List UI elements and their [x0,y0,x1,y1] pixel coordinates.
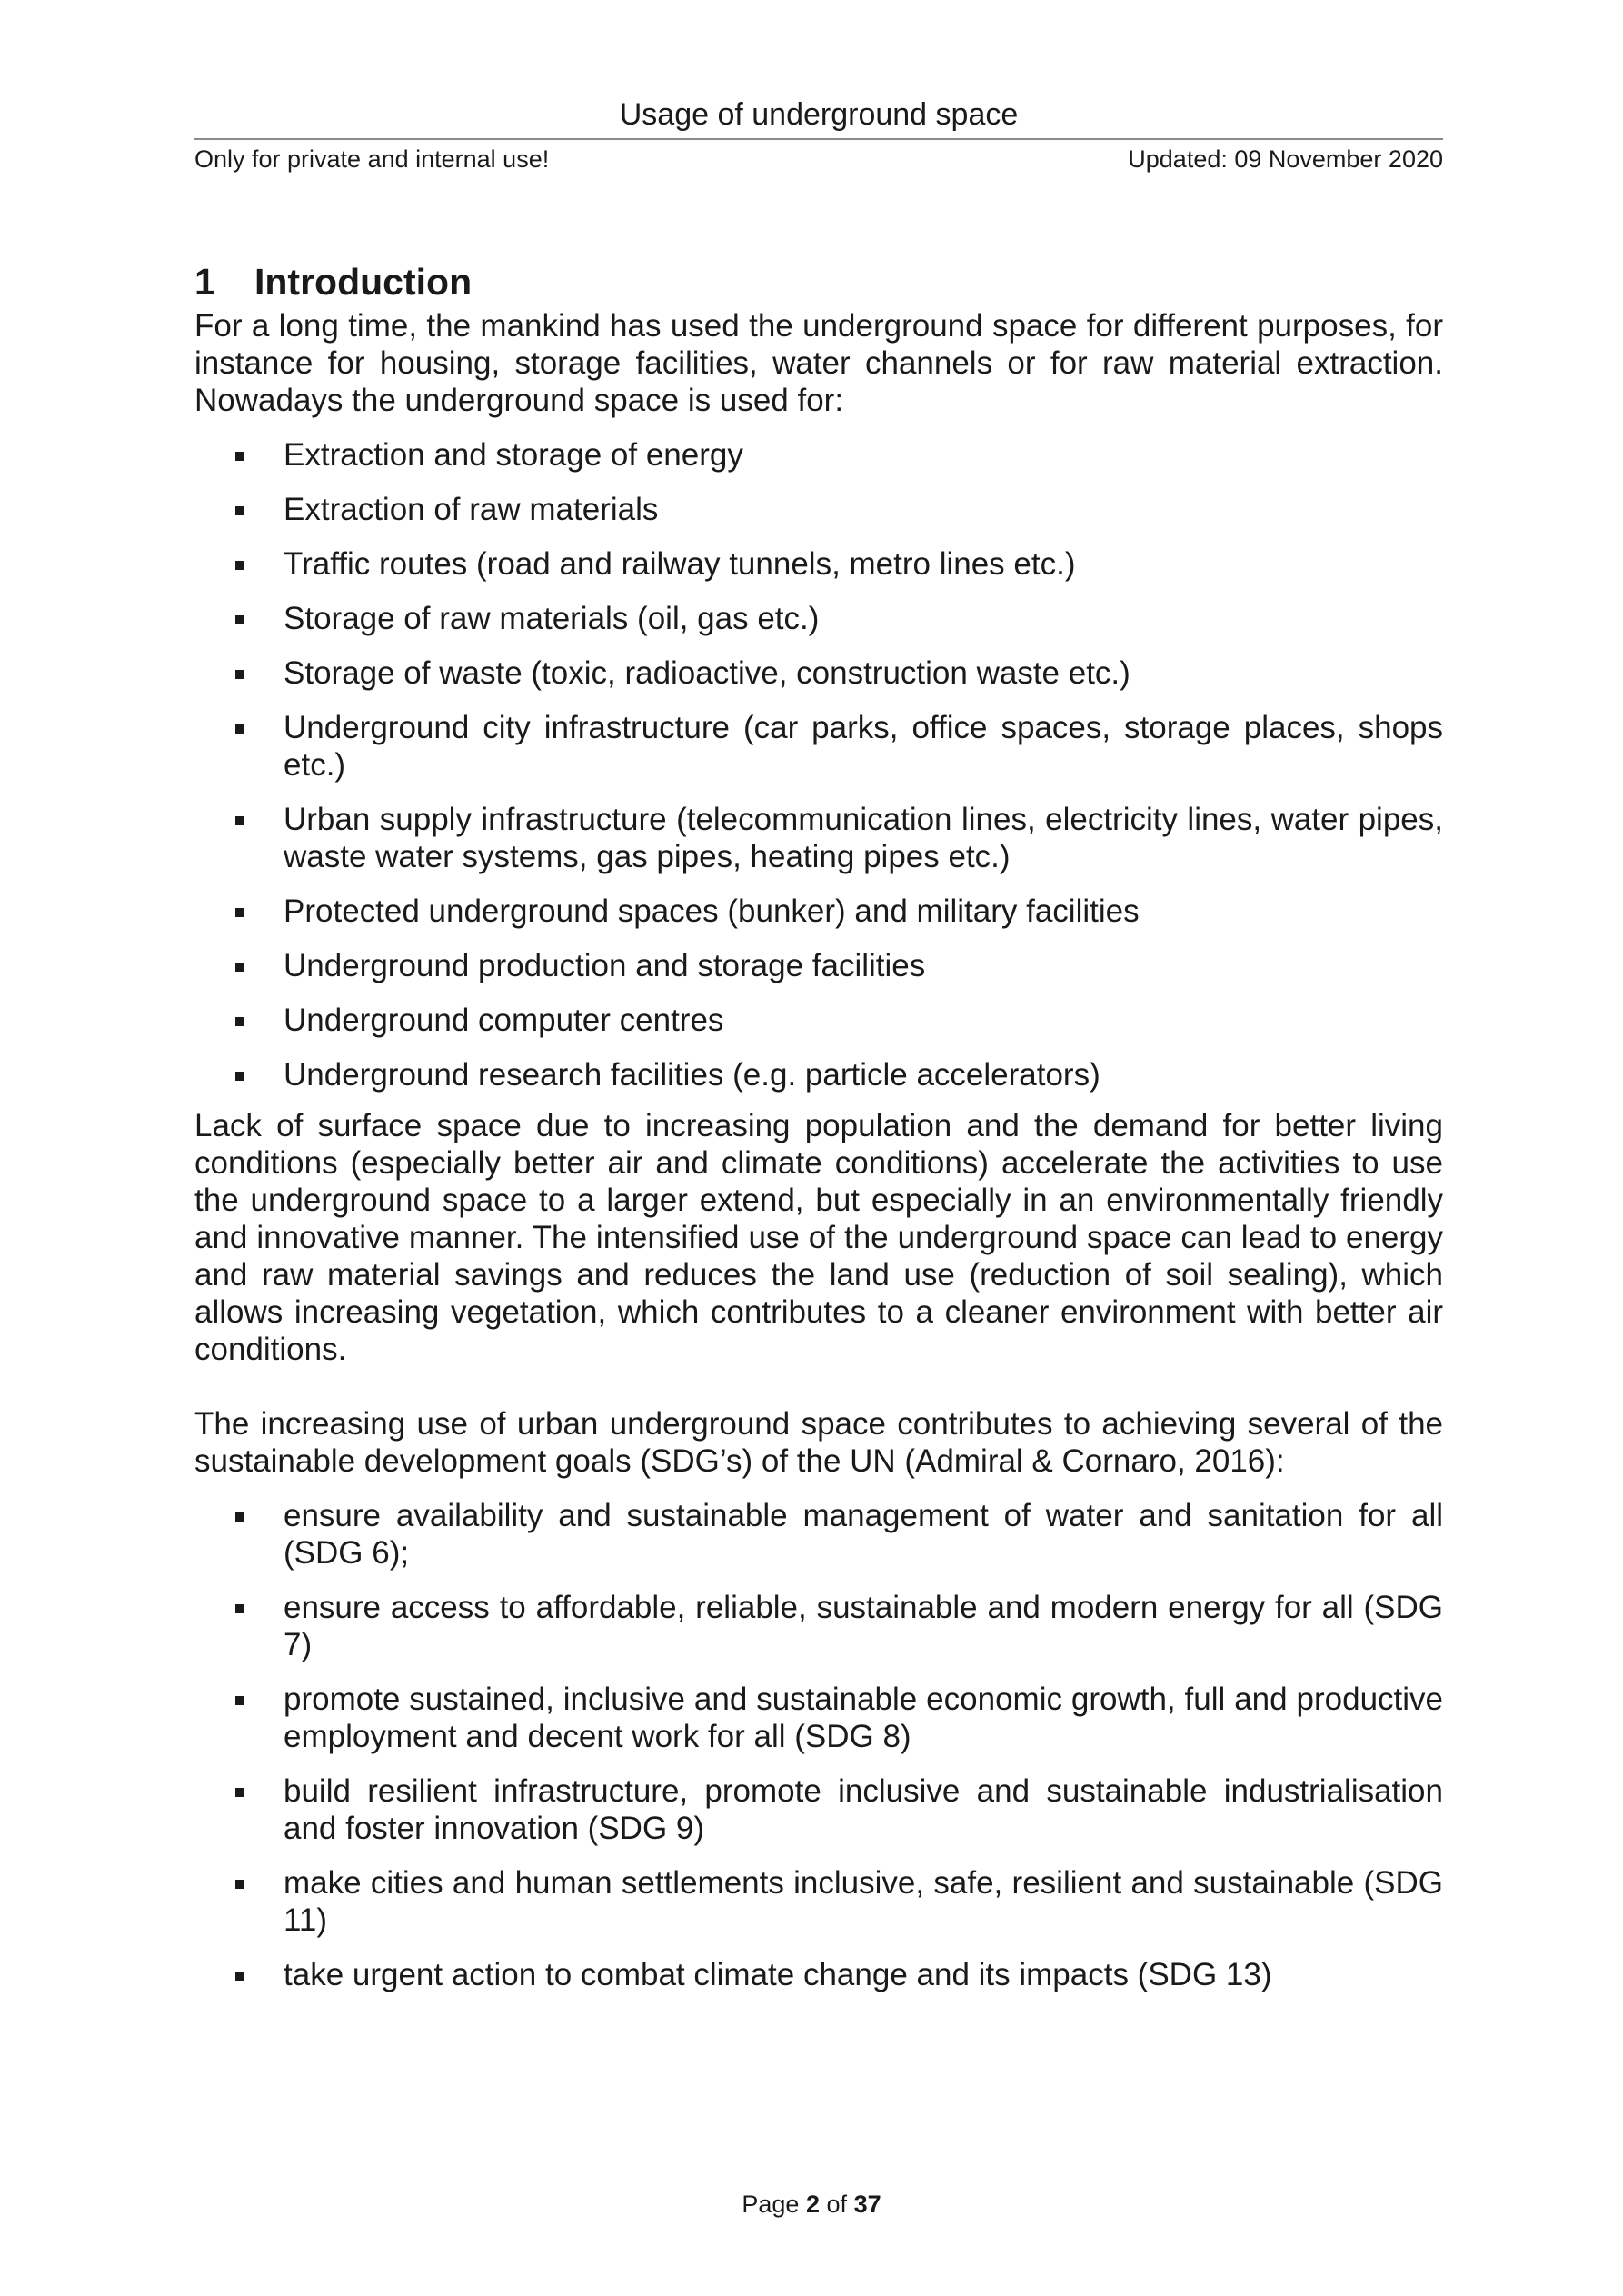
bullet-icon [235,670,244,679]
list-item: build resilient infrastructure, promote inclusive and sustainable industrialisation and foster innovation (SDG 9) [194,1772,1443,1847]
sdg-intro-paragraph: The increasing use of urban underground space contributes to achieving several of the sustainable development goals (SDG’s) of the UN (Admiral & Cornaro, 2016): [194,1406,1443,1479]
bullet-icon [235,963,244,972]
list-item: Underground production and storage facilities [194,947,1443,984]
bullet-icon [235,1788,244,1797]
bullet-icon [235,561,244,570]
bullet-icon [235,1072,244,1081]
header-usage-note: Only for private and internal use! [194,145,550,173]
bullet-icon [235,452,244,461]
list-item: make cities and human settlements inclusive, safe, resilient and sustainable (SDG 11) [194,1864,1443,1939]
bullet-icon [235,506,244,515]
list-item: Storage of waste (toxic, radioactive, construction waste etc.) [194,654,1443,692]
surface-space-paragraph: Lack of surface space due to increasing population and the demand for better living conditions (especially better air and climate conditions) accelerate the activities to use the underground space to a larger extend, but especially in an environmentally friendly and innovative manner. The intensified use of the underground space can lead to energy and raw material savings and reduces the land use (reduction of soil sealing), which allows increasing vegetation, which contributes to a cleaner environment with better air conditions. [194,1108,1443,1367]
list-item: Protected underground spaces (bunker) and military facilities [194,893,1443,930]
list-item: Extraction and storage of energy [194,436,1443,474]
total-page-count: 37 [853,2191,881,2218]
list-item: Urban supply infrastructure (telecommunication lines, electricity lines, water pipes, waste water systems, gas pipes, heating pipes etc.) [194,801,1443,875]
header-divider [194,138,1443,140]
intro-paragraph: For a long time, the mankind has used the underground space for different purposes, for instance for housing, storage facilities, water channels or for raw material extraction. Nowadays the underground space is used for: [194,308,1443,418]
bullet-icon [235,908,244,917]
bullet-icon [235,816,244,825]
section-title: Introduction [254,261,473,303]
header-updated-date: Updated: 09 November 2020 [1128,145,1443,173]
page-content [194,258,1443,1993]
footer-of-label: of [826,2191,848,2218]
list-item: take urgent action to combat climate change and its impacts (SDG 13) [194,1956,1443,1993]
bullet-icon [235,1512,244,1522]
current-page-number: 2 [805,2191,820,2218]
bullet-icon [235,1017,244,1026]
bullet-icon [235,1972,244,1981]
list-item: Traffic routes (road and railway tunnels, metro lines etc.) [194,545,1443,583]
list-item: promote sustained, inclusive and sustainable economic growth, full and productive employment and decent work for all (SDG 8) [194,1681,1443,1755]
list-item: ensure access to affordable, reliable, sustainable and modern energy for all (SDG 7) [194,1589,1443,1663]
section-number: 1 [194,261,215,303]
list-item: Underground city infrastructure (car parks, office spaces, storage places, shops etc.) [194,709,1443,784]
running-header-title: Usage of underground space [619,97,1019,132]
list-item: Extraction of raw materials [194,491,1443,528]
section-heading [194,258,1443,305]
list-item: ensure availability and sustainable management of water and sanitation for all (SDG 6); [194,1497,1443,1572]
bullet-icon [235,615,244,624]
bullet-icon [235,1604,244,1613]
bullet-icon [235,724,244,734]
sdg-list [194,1497,1443,1993]
bullet-icon [235,1880,244,1889]
bullet-icon [235,1696,244,1705]
page-footer [0,2189,1623,2220]
list-item: Underground computer centres [194,1002,1443,1039]
footer-page-label: Page [742,2191,800,2218]
list-item: Underground research facilities (e.g. particle accelerators) [194,1056,1443,1093]
uses-list [194,436,1443,1093]
list-item: Storage of raw materials (oil, gas etc.) [194,600,1443,637]
